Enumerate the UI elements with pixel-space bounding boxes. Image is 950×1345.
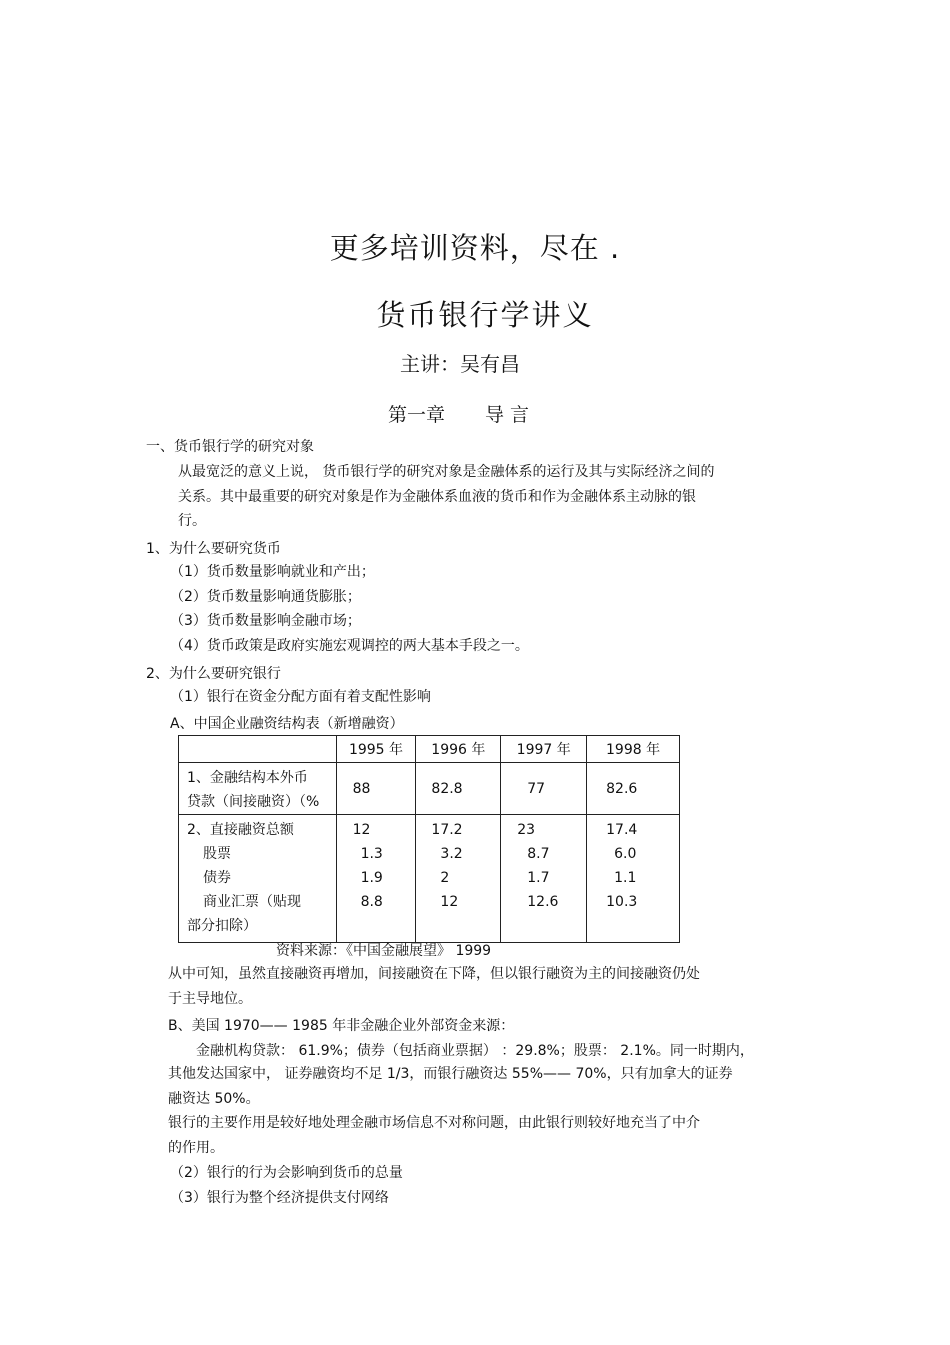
list-item: （1）银行在资金分配方面有着支配性影响 (170, 689, 431, 705)
row-label (179, 815, 337, 943)
cell-value: 12 (352, 822, 371, 838)
row-label-line: 2、直接融资总额 (187, 822, 294, 838)
section-heading: 一、货币银行学的研究对象 (146, 439, 314, 455)
paragraph-line: 的作用。 (168, 1140, 224, 1156)
cell-value: 2 (440, 870, 450, 886)
list-item: （3）货币数量影响金融市场； (170, 613, 361, 629)
table-cell (587, 815, 680, 943)
cell-value: 1.7 (527, 870, 550, 886)
cell-value: 23 (517, 822, 536, 838)
header-year: 1996 年 (416, 736, 501, 763)
row-label-line: 商业汇票（贴现 (203, 894, 301, 910)
chapter-heading (388, 400, 529, 427)
cell-value: 12.6 (527, 894, 559, 910)
cell-value: 12 (440, 894, 459, 910)
banner-text: 更多培训资料，尽在 . (329, 231, 621, 265)
header-year: 1995 年 (336, 736, 416, 763)
list-item: （4）货币政策是政府实施宏观调控的两大基本手段之一。 (170, 638, 529, 654)
chapter-number: 第一章 (388, 404, 446, 426)
header-empty-cell (179, 736, 337, 763)
subsection-heading: 2、为什么要研究银行 (146, 666, 281, 682)
table-cell (501, 815, 587, 943)
list-item: （2）货币数量影响通货膨胀； (170, 589, 361, 605)
paragraph-line: 从中可知，虽然直接融资再增加，间接融资在下降，但以银行融资为主的间接融资仍处 (168, 966, 700, 982)
paragraph-line: 金融机构贷款： 61.9%；债券（包括商业票据） ：29.8%；股票： 2.1%。同一时期内， (196, 1043, 754, 1059)
document-title: 货币银行学讲义 (376, 298, 594, 332)
cell-value: 8.7 (527, 846, 550, 862)
table-row (179, 763, 680, 815)
table-cell: 77 (501, 763, 587, 815)
paragraph-line: 银行的主要作用是较好地处理金融市场信息不对称问题，由此银行则较好地充当了中介 (168, 1115, 700, 1131)
cell-value: 17.2 (431, 822, 463, 838)
table-cell: 88 (336, 763, 416, 815)
table-cell: 82.6 (587, 763, 680, 815)
table-caption: A、中国企业融资结构表（新增融资） (170, 716, 404, 732)
row-label-line: 贷款（间接融资）（% (187, 794, 320, 810)
paragraph-line: 于主导地位。 (168, 991, 252, 1007)
cell-value: 1.9 (360, 870, 383, 886)
row-label (179, 763, 337, 815)
cell-value: 17.4 (606, 822, 638, 838)
paragraph-line: 关系。其中最重要的研究对象是作为金融体系血液的货币和作为金融体系主动脉的银 (178, 489, 696, 505)
list-item: （2）银行的行为会影响到货币的总量 (170, 1165, 403, 1181)
cell-value: 1.1 (614, 870, 637, 886)
table-header-row (179, 736, 680, 763)
paragraph-line: 融资达 50%。 (168, 1091, 260, 1107)
table-cell (336, 815, 416, 943)
cell-value: 10.3 (606, 894, 638, 910)
header-year: 1997 年 (501, 736, 587, 763)
paragraph-line: 行。 (178, 513, 206, 529)
cell-value: 1.3 (360, 846, 383, 862)
subsection-heading: 1、为什么要研究货币 (146, 541, 281, 557)
chapter-name: 导 言 (485, 404, 530, 426)
row-label-line: 1、金融结构本外币 (187, 770, 308, 786)
table-row (179, 815, 680, 943)
row-label-line: 债券 (203, 870, 231, 886)
list-item: （3）银行为整个经济提供支付网络 (170, 1190, 389, 1206)
lecturer-line: 主讲：吴有昌 (400, 352, 520, 376)
list-item: （1）货币数量影响就业和产出； (170, 564, 375, 580)
subsection-heading: B、美国 1970—— 1985 年非金融企业外部资金来源： (168, 1018, 515, 1034)
row-label-line: 部分扣除） (187, 918, 257, 934)
cell-value: 3.2 (440, 846, 463, 862)
table-source: 资料来源：《中国金融展望》 1999 (276, 943, 492, 959)
paragraph-line: 从最宽泛的意义上说， 货币银行学的研究对象是金融体系的运行及其与实际经济之间的 (178, 464, 715, 480)
table-cell: 82.8 (416, 763, 501, 815)
table-cell (416, 815, 501, 943)
paragraph-line: 其他发达国家中， 证券融资均不足 1/3，而银行融资达 55%—— 70%，只有加拿大的证券 (168, 1066, 733, 1082)
financing-structure-table (178, 735, 680, 943)
header-year: 1998 年 (587, 736, 680, 763)
cell-value: 6.0 (614, 846, 637, 862)
row-label-line: 股票 (203, 846, 231, 862)
cell-value: 8.8 (360, 894, 383, 910)
